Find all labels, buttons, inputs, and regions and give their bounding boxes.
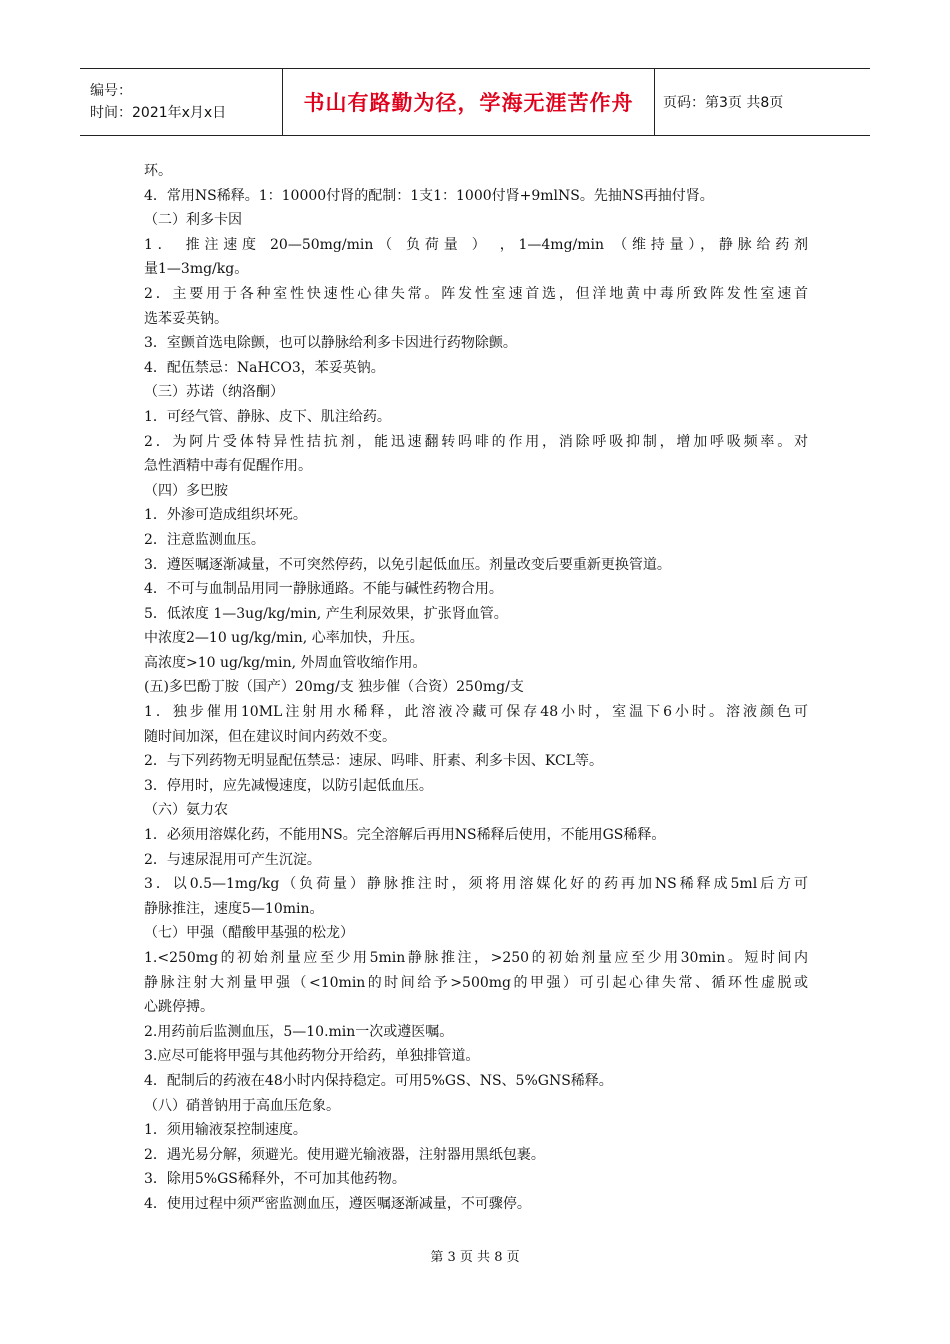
text-line: 2．遇光易分解，须避光。使用避光输液器，注射器用黑纸包裹。 [144, 1146, 545, 1163]
text-line: 3．以0.5—1mg/kg（负荷量）静脉推注时，须将用溶媒化好的药再加NS稀释成5ml后方可 [144, 876, 808, 893]
page-header [80, 68, 870, 136]
text-line: 2．主要用于各种室性快速性心律失常。阵发性室速首选，但洋地黄中毒所致阵发性室速首 [144, 285, 808, 302]
text-line: 环。 [144, 163, 172, 179]
text-line: 4．配制后的药液在48小时内保持稳定。可用5%GS、NS、5%GNS稀释。 [144, 1072, 613, 1089]
header-meta [80, 69, 282, 135]
page-footer: 第 3 页 共 8 页 [430, 1250, 520, 1265]
header-motto: 书山有路勤为径，学海无涯苦作舟 [303, 91, 634, 115]
text-line: 急性酒精中毒有促醒作用。 [144, 458, 312, 475]
text-line: 静脉注射大剂量甲强（<10min的时间给予>500mg的甲强）可引起心律失常、循环性虚脱或 [144, 974, 808, 991]
text-line: 2．与速尿混用可产生沉淀。 [144, 851, 321, 868]
text-line: （六）氨力农 [144, 802, 228, 819]
text-line: 2．与下列药物无明显配伍禁忌：速尿、吗啡、肝素、利多卡因、KCL等。 [144, 753, 603, 770]
text-line: 5．低浓度 1—3ug/kg/min, 产生利尿效果，扩张肾血管。 [144, 605, 508, 622]
document-number-label: 编号： [90, 83, 132, 99]
text-line: 1．独步催用10ML注射用水稀释，此溶液冷藏可保存48小时，室温下6小时。溶液颜色可 [144, 704, 808, 721]
text-line: 4．常用NS稀释。1：10000付肾的配制：1支1：1000付肾+9mlNS。先抽NS再抽付肾。 [144, 187, 714, 204]
header-motto-cell [282, 69, 655, 135]
text-line: 中浓度2—10 ug/kg/min, 心率加快，升压。 [144, 630, 424, 647]
text-line: 1．外渗可造成组织坏死。 [144, 507, 307, 524]
header-page-cell [655, 69, 870, 135]
text-line: 3．停用时，应先减慢速度，以防引起低血压。 [144, 777, 433, 794]
text-line: 3．室颤首选电除颤，也可以静脉给利多卡因进行药物除颤。 [144, 335, 517, 352]
text-line: 1． 推注速度 20—50mg/min（ 负荷量 ） ，1—4mg/min （维持量），静脉给药剂 [144, 236, 808, 253]
text-line: 2.用药前后监测血压，5—10.min一次或遵医嘱。 [144, 1023, 454, 1040]
header-page-number: 页码：第3页 共8页 [663, 95, 784, 111]
text-line: （二）利多卡因 [144, 212, 242, 229]
text-line: 3．遵医嘱逐渐减量，不可突然停药，以免引起低血压。剂量改变后要重新更换管道。 [144, 556, 671, 573]
text-line: （七）甲强（醋酸甲基强的松龙） [144, 925, 354, 942]
text-line: 静脉推注，速度5—10min。 [144, 900, 324, 917]
text-line: 选苯妥英钠。 [144, 310, 228, 327]
text-line: 4．配伍禁忌：NaHCO3，苯妥英钠。 [144, 359, 385, 376]
text-line: 量1—3mg/kg。 [144, 261, 249, 278]
text-line: （八）硝普钠用于高血压危象。 [144, 1097, 340, 1114]
text-line: 高浓度>10 ug/kg/min, 外周血管收缩作用。 [144, 654, 427, 671]
text-line: (五)多巴酚丁胺（国产）20mg/支 独步催（合资）250mg/支 [144, 679, 524, 696]
text-line: 1.<250mg的初始剂量应至少用5min静脉推注，>250的初始剂量应至少用30min。短时间内 [144, 950, 808, 966]
text-line: 随时间加深，但在建议时间内药效不变。 [144, 728, 396, 745]
text-line: 2．注意监测血压。 [144, 531, 265, 548]
text-line: （三）苏诺（纳洛酮） [144, 384, 284, 401]
text-line: 心跳停搏。 [144, 999, 214, 1016]
text-line: 1．须用输液泵控制速度。 [144, 1122, 307, 1139]
text-line: 2．为阿片受体特异性拮抗剂，能迅速翻转吗啡的作用，消除呼吸抑制，增加呼吸频率。对 [144, 433, 808, 450]
text-line: 4．使用过程中须严密监测血压，遵医嘱逐渐减量，不可骤停。 [144, 1195, 531, 1212]
text-line: 4．不可与血制品用同一静脉通路。不能与碱性药物合用。 [144, 581, 503, 598]
text-line: 1．可经气管、静脉、皮下、肌注给药。 [144, 408, 391, 425]
text-line: 3．除用5%GS稀释外，不可加其他药物。 [144, 1171, 406, 1188]
text-line: （四）多巴胺 [144, 482, 228, 499]
text-line: 3.应尽可能将甲强与其他药物分开给药，单独排管道。 [144, 1048, 480, 1065]
document-body [144, 159, 808, 1217]
text-line: 1．必须用溶媒化药，不能用NS。完全溶解后再用NS稀释后使用，不能用GS稀释。 [144, 827, 666, 844]
document-date-label: 时间：2021年x月x日 [90, 105, 227, 121]
